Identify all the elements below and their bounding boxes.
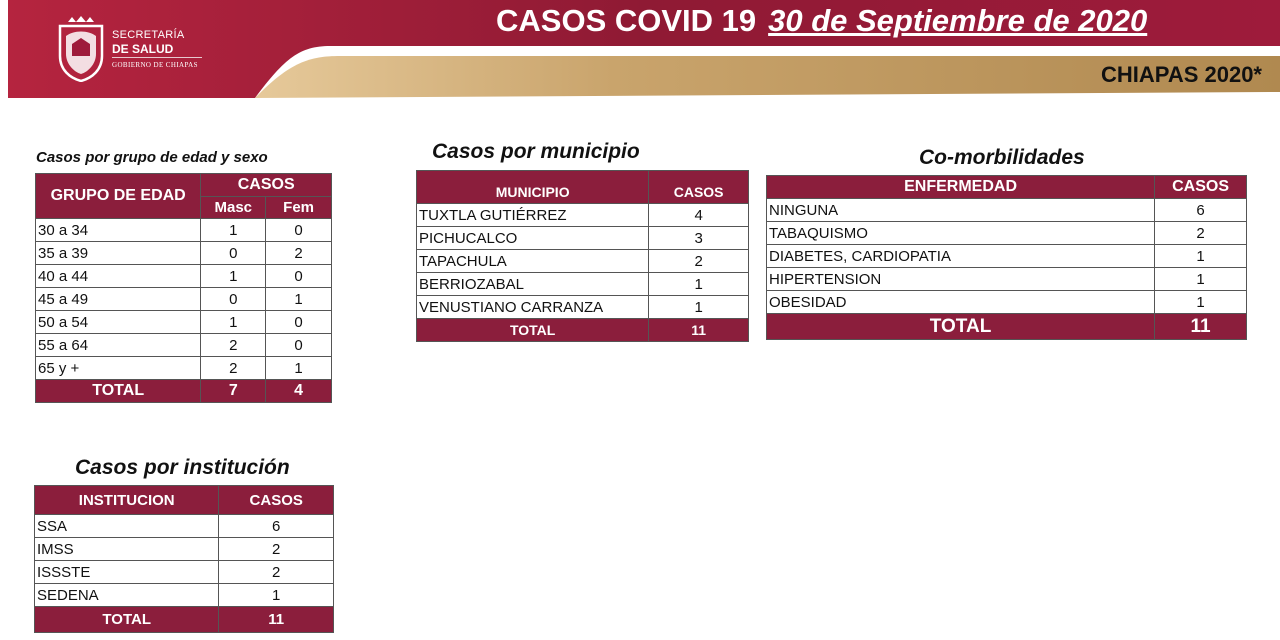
institucion-table	[34, 485, 334, 633]
age-group: 35 a 39	[36, 242, 201, 265]
masc-count: 1	[201, 265, 266, 288]
institucion-name: SSA	[35, 515, 219, 538]
enfermedad-name: DIABETES, CARDIOPATIA	[767, 245, 1155, 268]
chiapas-seal-icon	[56, 16, 106, 82]
municipio-cases: 3	[649, 227, 749, 250]
col-header-cases: CASOS	[649, 171, 749, 204]
org-name-line2: DE SALUD	[112, 42, 174, 56]
total-cases: 11	[649, 319, 749, 342]
age-group: 65 y +	[36, 357, 201, 380]
col-header-cases: CASOS	[219, 486, 334, 515]
enfermedad-cases: 1	[1155, 245, 1247, 268]
total-label: TOTAL	[767, 314, 1155, 340]
table-row	[35, 561, 334, 584]
enfermedad-name: TABAQUISMO	[767, 222, 1155, 245]
municipio-cases: 1	[649, 273, 749, 296]
table-row	[36, 288, 332, 311]
masc-count: 2	[201, 357, 266, 380]
municipio-name: PICHUCALCO	[417, 227, 649, 250]
masc-count: 2	[201, 334, 266, 357]
enfermedad-name: OBESIDAD	[767, 291, 1155, 314]
masc-count: 0	[201, 288, 266, 311]
col-header-institucion: INSTITUCION	[35, 486, 219, 515]
col-header-masc: Masc	[201, 197, 266, 219]
age-group: 30 a 34	[36, 219, 201, 242]
org-name-line1: SECRETARÍA	[112, 29, 185, 41]
total-label: TOTAL	[36, 380, 201, 403]
table-row	[767, 199, 1247, 222]
col-header-enfermedad: ENFERMEDAD	[767, 176, 1155, 199]
col-header-fem: Fem	[266, 197, 332, 219]
municipio-name: TAPACHULA	[417, 250, 649, 273]
table-row	[36, 265, 332, 288]
total-fem: 4	[266, 380, 332, 403]
municipio-name: BERRIOZABAL	[417, 273, 649, 296]
masc-count: 1	[201, 311, 266, 334]
enfermedad-cases: 1	[1155, 268, 1247, 291]
municipio-table	[416, 170, 749, 342]
table-row	[35, 538, 334, 561]
table-header-row	[36, 174, 332, 197]
age-sex-heading: Casos por grupo de edad y sexo	[36, 149, 268, 166]
total-cases: 11	[219, 607, 334, 633]
fem-count: 2	[266, 242, 332, 265]
comorbilidades-table	[766, 175, 1247, 340]
total-row	[35, 607, 334, 633]
table-row	[417, 273, 749, 296]
municipio-name: TUXTLA GUTIÉRREZ	[417, 204, 649, 227]
col-header-cases: CASOS	[201, 174, 332, 197]
org-name-line3: GOBIERNO DE CHIAPAS	[112, 61, 198, 69]
col-header-cases: CASOS	[1155, 176, 1247, 199]
fem-count: 0	[266, 219, 332, 242]
table-row	[767, 245, 1247, 268]
fem-count: 1	[266, 288, 332, 311]
institucion-cases: 2	[219, 561, 334, 584]
org-divider	[112, 57, 202, 58]
col-header-group: GRUPO DE EDAD	[36, 174, 201, 219]
table-row	[35, 584, 334, 607]
fem-count: 1	[266, 357, 332, 380]
institucion-cases: 6	[219, 515, 334, 538]
age-sex-table	[35, 173, 332, 403]
municipio-heading: Casos por municipio	[432, 140, 640, 163]
enfermedad-name: HIPERTENSION	[767, 268, 1155, 291]
municipio-cases: 4	[649, 204, 749, 227]
fem-count: 0	[266, 265, 332, 288]
total-row	[767, 314, 1247, 340]
age-group: 50 a 54	[36, 311, 201, 334]
page-subtitle: CHIAPAS 2020*	[1101, 62, 1262, 87]
enfermedad-cases: 6	[1155, 199, 1247, 222]
table-header-row	[767, 176, 1247, 199]
age-group: 55 a 64	[36, 334, 201, 357]
table-row	[417, 204, 749, 227]
table-row	[36, 357, 332, 380]
total-row	[36, 380, 332, 403]
table-row	[36, 242, 332, 265]
municipio-cases: 2	[649, 250, 749, 273]
masc-count: 0	[201, 242, 266, 265]
comorbilidades-heading: Co-morbilidades	[919, 146, 1085, 169]
institucion-name: SEDENA	[35, 584, 219, 607]
col-header-municipio: MUNICIPIO	[417, 171, 649, 204]
institucion-cases: 1	[219, 584, 334, 607]
municipio-cases: 1	[649, 296, 749, 319]
enfermedad-name: NINGUNA	[767, 199, 1155, 222]
table-row	[767, 291, 1247, 314]
page-title	[496, 3, 1276, 45]
table-row	[417, 250, 749, 273]
institucion-heading: Casos por institución	[75, 456, 290, 479]
enfermedad-cases: 2	[1155, 222, 1247, 245]
table-row	[36, 219, 332, 242]
total-masc: 7	[201, 380, 266, 403]
table-row	[36, 311, 332, 334]
table-row	[417, 296, 749, 319]
total-cases: 11	[1155, 314, 1247, 340]
institucion-name: ISSSTE	[35, 561, 219, 584]
table-row	[767, 222, 1247, 245]
table-row	[417, 227, 749, 250]
total-row	[417, 319, 749, 342]
municipio-name: VENUSTIANO CARRANZA	[417, 296, 649, 319]
total-label: TOTAL	[35, 607, 219, 633]
fem-count: 0	[266, 311, 332, 334]
institucion-name: IMSS	[35, 538, 219, 561]
masc-count: 1	[201, 219, 266, 242]
secretaria-logo	[56, 16, 216, 86]
title-prefix: CASOS COVID 19	[496, 3, 757, 38]
page-header	[0, 0, 1280, 110]
table-row	[35, 515, 334, 538]
institucion-cases: 2	[219, 538, 334, 561]
table-row	[767, 268, 1247, 291]
total-label: TOTAL	[417, 319, 649, 342]
age-group: 45 a 49	[36, 288, 201, 311]
table-row	[36, 334, 332, 357]
table-header-row	[35, 486, 334, 515]
title-date: 30 de Septiembre de 2020	[768, 3, 1148, 38]
enfermedad-cases: 1	[1155, 291, 1247, 314]
table-header-row	[417, 171, 749, 204]
age-group: 40 a 44	[36, 265, 201, 288]
fem-count: 0	[266, 334, 332, 357]
